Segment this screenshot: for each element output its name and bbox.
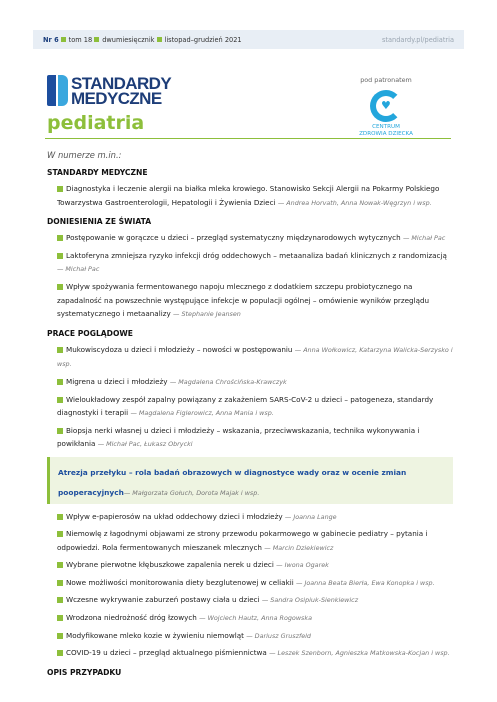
bullet-square-icon — [57, 186, 63, 192]
article-title: Wpływ spożywania fermentowanego napoju mlecznego z dodatkiem szczepu probiotycznego na zapadalność na powszechnie występujące infekcje w populacji ogólnej – omówienie wyników przeglądu systematycznego i metaanalizy — [57, 281, 430, 319]
bullet-square-icon — [57, 347, 63, 353]
toc-item[interactable] — [47, 249, 453, 277]
article-title: Wybrane pierwotne kłębuszkowe zapalenia nerek u dzieci — [66, 560, 274, 570]
article-authors: — Marcin Dziekiewicz — [264, 543, 334, 552]
toc-item[interactable] — [47, 343, 453, 372]
article-authors: — Sandra Osipiuk-Sienkiewicz — [261, 596, 359, 605]
article-title: Niemowlę z łagodnymi objawami ze strony przewodu pokarmowego w gabinecie pediatry – pytania i odpowiedzi. Rola fermentowanych mieszanek mlecznych — [57, 529, 428, 552]
bullet-square-icon — [57, 562, 63, 568]
toc-item[interactable] — [47, 510, 453, 525]
table-of-contents — [47, 150, 453, 682]
logo-line-2: MEDYCZNE — [71, 88, 162, 108]
bullet-square-icon — [57, 284, 63, 290]
period-label: listopad–grudzień 2021 — [164, 35, 242, 44]
patronage-block — [355, 76, 417, 138]
article-title: Laktoferyna zmniejsza ryzyko infekcji dróg oddechowych – metaanaliza badań klinicznych z randomizacją — [66, 250, 447, 260]
bullet-square-icon — [57, 650, 63, 656]
bullet-square-icon — [57, 531, 63, 537]
section-heading: DONIESIENIA ZE ŚWIATA — [47, 217, 152, 227]
article-title: Diagnostyka i leczenie alergii na białka mleka krowiego. Stanowisko Sekcji Alergii na Pokarmy Polskiego Towarzystwa Gastroenterologii, Hepatologii i Żywienia Dzieci — [57, 184, 440, 207]
article-title: Wpływ e-papierosów na układ oddechowy dzieci i młodzieży — [66, 511, 283, 521]
article-title: Mukowiscydoza u dzieci i młodzieży – nowości w postępowaniu — [66, 344, 293, 354]
separator-square-icon — [61, 37, 66, 42]
article-authors: — Magdalena Chrościńska-Krawczyk — [169, 377, 287, 386]
toc-item[interactable] — [47, 375, 453, 390]
section-heading: PRACE POGLĄDOWE — [47, 328, 133, 338]
toc-item[interactable] — [47, 611, 453, 626]
article-authors: — Anna Wołkowicz, Katarzyna Walicka-Serzysko i wsp. — [57, 345, 453, 369]
toc-item[interactable] — [47, 646, 453, 661]
bullet-square-icon — [57, 428, 63, 434]
frequency-label: dwumiesięcznik — [102, 35, 155, 44]
logo-line-1: STANDARDY — [71, 73, 172, 93]
article-title: Modyfikowane mleko kozie w żywieniu niemowląt — [66, 630, 244, 640]
article-authors: — Wojciech Hautz, Anna Rogowska — [199, 614, 313, 623]
article-title: Wrodzona niedrożność dróg łzowych — [66, 613, 197, 623]
patronage-label: pod patronatem — [360, 76, 412, 84]
patron-org-line-1: CENTRUM — [372, 124, 400, 130]
toc-item[interactable] — [47, 629, 453, 644]
article-authors: — Michał Pac — [402, 234, 446, 243]
toc-item[interactable] — [47, 527, 453, 555]
separator-square-icon — [94, 37, 99, 42]
patron-org-line-2: ZDROWIA DZIECKA — [359, 131, 413, 137]
article-title: Wczesne wykrywanie zaburzeń postawy ciała u dzieci — [66, 595, 260, 605]
separator-square-icon — [157, 37, 162, 42]
toc-item[interactable] — [47, 558, 453, 573]
featured-article-title: Atrezja przełyku – rola badań obrazowych w diagnostyce wady oraz w ocenie zmian pooperacyjnych — [58, 467, 407, 497]
bullet-square-icon — [57, 597, 63, 603]
toc-item[interactable] — [47, 393, 453, 421]
bullet-square-icon — [57, 379, 63, 385]
article-authors: — Michał Pac, Łukasz Obrycki — [97, 440, 193, 449]
journal-subtitle: pediatria — [47, 112, 145, 134]
article-title: Wieloukładowy zespół zapalny powiązany z zakażeniem SARS-CoV-2 u dzieci – patogeneza, standardy diagnostyki i terapii — [57, 394, 434, 418]
article-title: Migrena u dzieci i młodzieży — [66, 376, 168, 386]
bullet-square-icon — [57, 514, 63, 520]
header-divider — [45, 138, 451, 139]
logo-mark-icon — [47, 75, 68, 106]
article-authors: — Joanna Lange — [284, 512, 337, 521]
bullet-square-icon — [57, 580, 63, 586]
article-authors: — Stephanie Jeansen — [173, 310, 241, 319]
section-heading: OPIS PRZYPADKU — [47, 667, 122, 677]
article-authors: — Magdalena Figlerowicz, Anna Mania i wsp. — [130, 409, 274, 418]
toc-item[interactable] — [47, 576, 453, 591]
journal-logo — [47, 75, 171, 106]
toc-item[interactable] — [47, 231, 453, 246]
czd-logo-icon: ♥ — [370, 90, 402, 122]
toc-item[interactable] — [47, 593, 453, 608]
article-title: Nowe możliwości monitorowania diety bezglutenowej w celiakii — [66, 577, 294, 587]
featured-article-authors: — Małgorzata Gołuch, Dorota Majak i wsp. — [123, 488, 260, 497]
toc-item[interactable] — [47, 280, 453, 322]
article-title: Postępowanie w gorączce u dzieci – przegląd systematyczny międzynarodowych wytycznych — [66, 233, 401, 243]
bullet-square-icon — [57, 235, 63, 241]
article-title: COVID-19 u dzieci – przegląd aktualnego piśmiennictwa — [66, 648, 267, 658]
article-authors: — Andrea Horvath, Anna Nowak-Węgrzyn i wsp. — [277, 198, 432, 207]
bullet-square-icon — [57, 253, 63, 259]
article-authors: — Iwona Ogarek — [276, 561, 329, 570]
toc-item[interactable] — [47, 424, 453, 452]
site-link[interactable]: standardy.pl/pediatria — [381, 35, 454, 44]
article-authors: — Michał Pac — [57, 265, 100, 274]
toc-item[interactable] — [47, 182, 453, 210]
bullet-square-icon — [57, 615, 63, 621]
logo-wordmark — [71, 73, 172, 108]
featured-article[interactable] — [47, 457, 453, 504]
article-authors: — Leszek Szenborn, Agnieszka Matkowska-Kocjan i wsp. — [269, 649, 450, 658]
issue-number: Nr 6 — [43, 35, 59, 44]
toc-intro: W numerze m.in.: — [47, 150, 122, 160]
article-authors: — Joanna Beata Bierła, Ewa Konopka i wsp. — [296, 578, 435, 587]
issue-header-bar — [33, 30, 464, 49]
volume-label: tom 18 — [68, 35, 93, 44]
section-heading: STANDARDY MEDYCZNE — [47, 168, 148, 177]
bullet-square-icon — [57, 397, 63, 403]
article-title: Biopsja nerki własnej u dzieci i młodzieży – wskazania, przeciwwskazania, technika wykonywania i powikłania — [57, 425, 420, 449]
bullet-square-icon — [57, 633, 63, 639]
article-authors: — Dariusz Gruszfeld — [246, 631, 311, 640]
